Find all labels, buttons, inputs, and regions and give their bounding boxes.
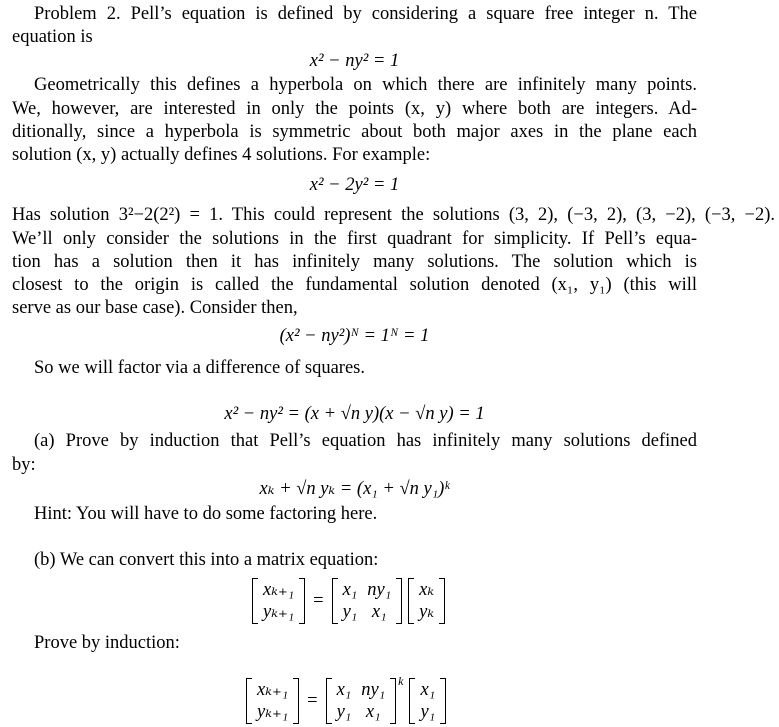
part-a: (a) Prove by induction that Pell’s equation has infinitely many solutions defined — [34, 431, 697, 451]
coefficient-matrix: x₁ ny₁ y₁ x₁ — [332, 578, 403, 624]
lhs-vector: xₖ₊₁ yₖ₊₁ — [252, 578, 305, 624]
paragraph-line: Has solution 3²−2(2²) = 1. This could represent the solutions (3, 2), (−3, 2), (3, −2), (−3, −2). — [12, 205, 775, 225]
paragraph-line: serve as our base case). Consider then, — [12, 298, 298, 318]
problem-intro-2: equation is — [12, 27, 93, 47]
coefficient-matrix: x₁ ny₁ y₁ x₁ — [326, 678, 397, 724]
equation-example: x² − 2y² = 1 — [309, 175, 400, 195]
rhs-vector: xₖ yₖ — [408, 578, 445, 624]
paragraph-line: So we will factor via a difference of squares. — [34, 358, 365, 378]
problem-intro: Problem 2. Pell’s equation is defined by considering a square free integer n. The — [34, 4, 697, 24]
prove-label: Prove by induction: — [34, 633, 180, 653]
part-a-2: by: — [12, 455, 36, 475]
paragraph-line: solution (x, y) actually defines 4 solutions. For example: — [12, 145, 431, 165]
matrix-equation-1: xₖ₊₁ yₖ₊₁ = x₁ ny₁ y₁ x₁ xₖ yₖ — [252, 578, 445, 624]
paragraph-line: closest to the origin is called the fundamental solution denoted (x₁, y₁) (this will — [12, 275, 697, 295]
paragraph-line: We, however, are interested in only the points (x, y) where both are integers. Ad- — [12, 99, 697, 119]
part-b: (b) We can convert this into a matrix equation: — [34, 550, 379, 570]
lhs-vector: xₖ₊₁ yₖ₊₁ — [246, 678, 299, 724]
paragraph-line: tion has a solution then it has infinitely many solutions. The solution which is — [12, 252, 697, 272]
equation-factor: x² − ny² = (x + √n y)(x − √n y) = 1 — [224, 404, 485, 424]
matrix-equation-2: xₖ₊₁ yₖ₊₁ = x₁ ny₁ y₁ x₁ k x₁ y₁ — [246, 678, 446, 724]
paragraph-line: Geometrically this defines a hyperbola on which there are infinitely many points. — [34, 75, 697, 95]
paragraph-line: We’ll only consider the solutions in the first quadrant for simplicity. If Pell’s equa- — [12, 229, 697, 249]
paragraph-line: ditionally, since a hyperbola is symmetric about both major axes in the plane each — [12, 122, 697, 142]
matrix-power: k — [398, 674, 404, 688]
equation-induction: xₖ + √n yₖ = (x₁ + √n y₁)ᵏ — [259, 479, 450, 499]
rhs-vector: x₁ y₁ — [409, 678, 446, 724]
equation-power: (x² − ny²)ᴺ = 1ᴺ = 1 — [279, 326, 430, 346]
hint: Hint: You will have to do some factoring here. — [34, 504, 378, 524]
equation-pell: x² − ny² = 1 — [309, 51, 400, 71]
